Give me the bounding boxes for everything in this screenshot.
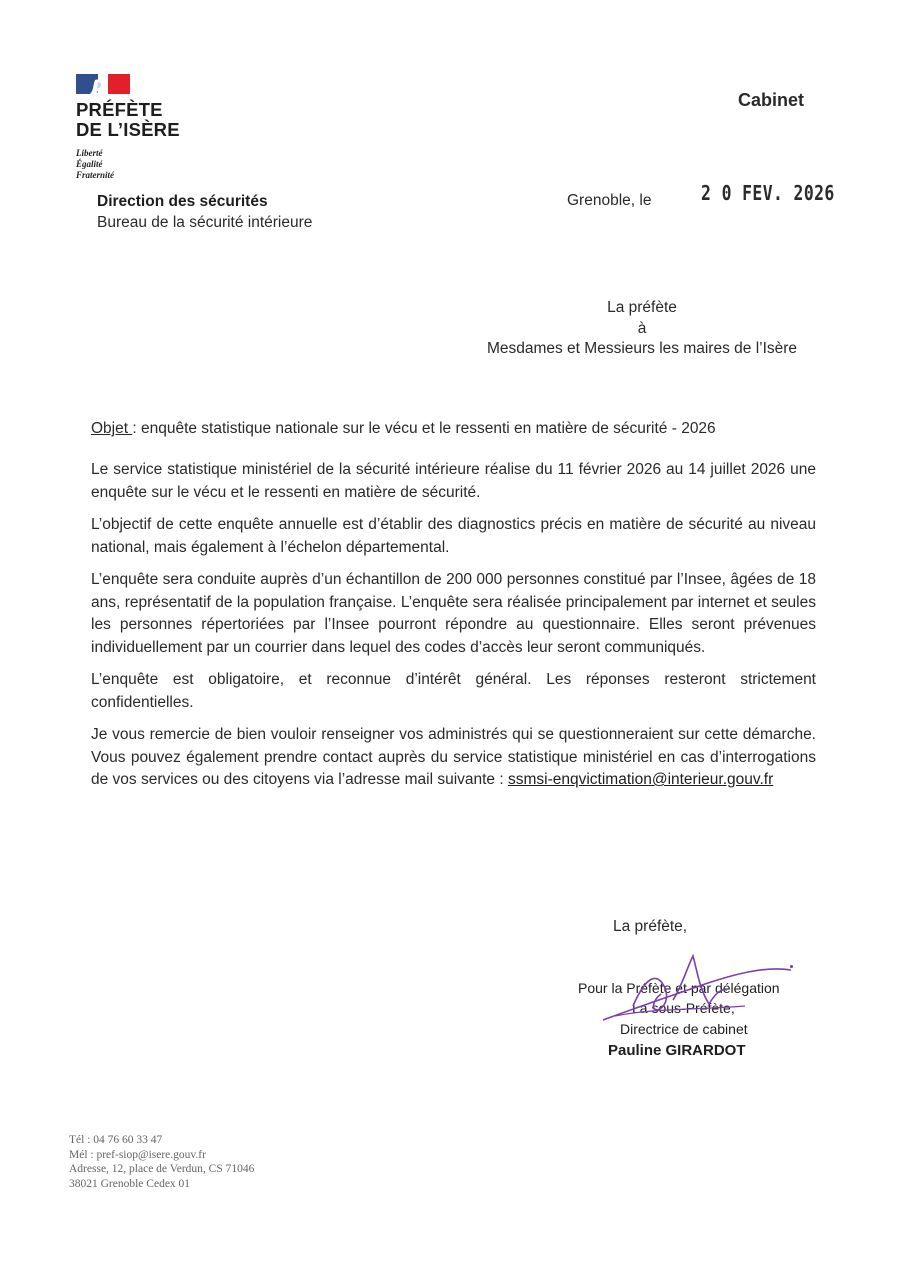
footer-city: 38021 Grenoble Cedex 01 (69, 1177, 191, 1190)
recipient-preposition: à (637, 319, 647, 337)
paragraph-5-text: Je vous remercie de bien vouloir renseigner vos administrés qui se questionneraient sur cette démarche. Vous pouvez également prendre contact auprès du service statistique ministériel en cas d’interrogations de vos services ou des citoyens via l’adresse mail suivante : (91, 726, 816, 788)
sender-title: La préfète (607, 299, 677, 316)
motto-fraternite: Fraternité (76, 170, 115, 180)
date-stamp: 2 0 FEV. 2026 (701, 181, 835, 205)
recipient-name: Mesdames et Messieurs les maires de l’Isère (486, 340, 798, 357)
bureau-name: Bureau de la sécurité intérieure (97, 214, 313, 231)
handwritten-signature-icon (595, 948, 805, 1038)
signatory-name: Pauline GIRARDOT (608, 1042, 746, 1059)
motto-egalite: Égalité (76, 159, 103, 169)
prefecture-logo (76, 74, 276, 181)
institution-name-line-1: PRÉFÈTE (76, 99, 163, 120)
republic-motto (76, 148, 276, 181)
sender-direction (97, 191, 312, 233)
footer-address: Adresse, 12, place de Verdun, CS 71046 (69, 1163, 255, 1175)
city-date-prefix: Grenoble, le (567, 192, 652, 209)
footer-mail: Mél : pref-siop@isere.gouv.fr (69, 1148, 206, 1161)
ink-dot (790, 965, 793, 968)
object-label: Objet (91, 420, 133, 437)
signature-title: La préfète, (613, 918, 688, 935)
recipient-block (462, 298, 822, 360)
object-text: : enquête statistique nationale sur le vécu et le ressenti en matière de sécurité - 2026 (132, 420, 716, 437)
body-paragraph-1: Le service statistique ministériel de la sécurité intérieure réalise du 11 février 2026 au 14 juillet 2026 une enquête sur le vécu et le ressenti en matière de sécurité. (91, 461, 816, 501)
body-paragraph-5 (91, 724, 816, 792)
marianne-flag-icon (76, 74, 130, 94)
footer-phone: Tél : 04 76 60 33 47 (69, 1134, 163, 1146)
contact-email-link[interactable]: ssmsi-enqvictimation@interieur.gouv.fr (507, 771, 774, 788)
body-paragraph-2: L’objectif de cette enquête annuelle est d’établir des diagnostics précis en matière de sécurité au niveau national, mais également à l’échelon départemental. (91, 516, 816, 556)
direction-title: Direction des sécurités (97, 193, 268, 210)
signatory-role-2: Directrice de cabinet (620, 1021, 748, 1037)
letter-object (91, 418, 831, 440)
contact-footer (69, 1133, 254, 1191)
letter-body (91, 459, 816, 802)
body-paragraph-3: L’enquête sera conduite auprès d’un échantillon de 200 000 personnes constitué par l’Insee, âgées de 18 ans, représentatif de la population française. L’enquête sera réalisée principalement par internet et seules les personnes répertoriées par l’Insee pourront répondre au questionnaire. Elles seront prévenues individuellement par un courrier dans lequel des codes d’accès leur seront communiqués. (91, 571, 816, 656)
body-paragraph-4: L’enquête est obligatoire, et reconnue d’intérêt général. Les réponses resteront strictement confidentielles. (91, 671, 816, 711)
signatory-role-1: La sous-Préfète, (632, 1000, 735, 1016)
service-label: Cabinet (738, 90, 805, 110)
delegation-line: Pour la Préfète et par délégation (578, 980, 780, 996)
motto-liberte: Liberté (76, 148, 103, 158)
institution-name-line-2: DE L’ISÈRE (76, 119, 180, 140)
